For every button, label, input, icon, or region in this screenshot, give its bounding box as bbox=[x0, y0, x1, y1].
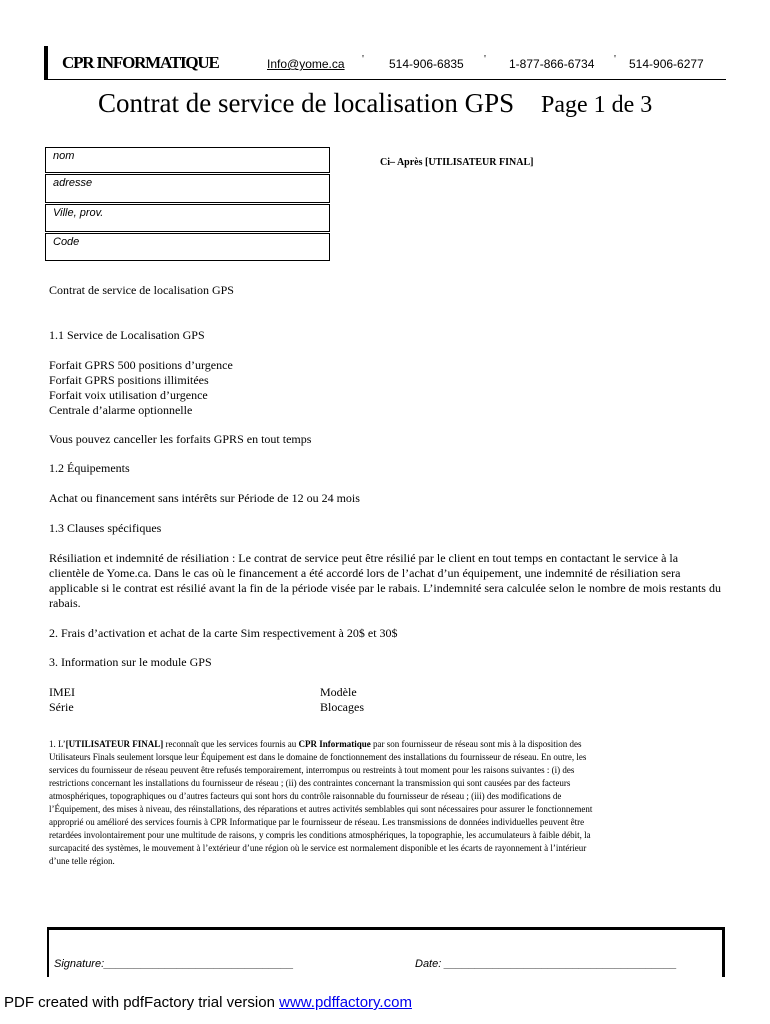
forfait-item: Centrale d’alarme optionnelle bbox=[49, 403, 193, 417]
gps-info-left bbox=[49, 685, 75, 715]
pdf-footer bbox=[4, 994, 412, 1011]
ville-field[interactable] bbox=[45, 204, 330, 232]
section-3: 3. Information sur le module GPS bbox=[49, 655, 212, 669]
signature-box-top bbox=[47, 927, 724, 930]
header-email[interactable]: Info@yome.ca bbox=[267, 57, 345, 71]
adresse-field[interactable] bbox=[45, 174, 330, 203]
achat-text: Achat ou financement sans intérêts sur Période de 12 ou 24 mois bbox=[49, 491, 360, 505]
footer-text: PDF created with pdfFactory trial version bbox=[4, 994, 280, 1011]
nom-field[interactable] bbox=[45, 147, 330, 173]
company-name: CPR INFORMATIQUE bbox=[62, 53, 219, 72]
signature-field[interactable]: Signature:_______________________________ bbox=[54, 958, 294, 970]
gps-info-right bbox=[320, 685, 364, 715]
adresse-label: adresse bbox=[53, 177, 93, 189]
document-title: Contrat de service de localisation GPS bbox=[98, 88, 515, 118]
code-field[interactable] bbox=[45, 233, 330, 261]
signature-box-left bbox=[47, 927, 49, 977]
header-separator: ' bbox=[614, 53, 616, 65]
footer-link[interactable]: www.pdffactory.com bbox=[279, 994, 412, 1011]
resiliation-paragraph: Résiliation et indemnité de résiliation : Le contrat de service peut être résilié par le client en tout temps en contactant le service à la clientèle de Yome.ca. Dans le cas où le financement a été accordé lors de l’achat d’un équipement, une indemnité de résiliation sera applicable si le contrat est résilié avant la fin de la période visée par le rabais. L’indemnité sera calculée selon le nombre de mois restants du rabais. bbox=[49, 551, 721, 610]
imei-label: IMEI bbox=[49, 685, 75, 699]
forfait-item: Forfait GPRS positions illimitées bbox=[49, 373, 209, 387]
section-title: Contrat de service de localisation GPS bbox=[49, 283, 234, 297]
page-number: Page 1 de 3 bbox=[541, 92, 653, 118]
heading-1-2: 1.2 Équipements bbox=[49, 461, 130, 475]
heading-1-3: 1.3 Clauses spécifiques bbox=[49, 521, 162, 535]
fine-print-paragraph bbox=[49, 738, 609, 868]
header-phone-2: 1-877-866-6734 bbox=[509, 57, 595, 71]
fine-text: 1. L’ bbox=[49, 739, 66, 749]
fine-bold-user: [UTILISATEUR FINAL] bbox=[65, 739, 164, 749]
header-separator: ' bbox=[484, 53, 486, 65]
fine-bold-company: CPR Informatique bbox=[298, 739, 371, 749]
fine-text: par son fournisseur de réseau sont mis à la disposition des Utilisateurs Finals seulement lorsque leur Équipement est dans le domaine de fonctionnement des installations du fournisseur de réseau. En outre, les services du fournisseur de réseau peuvent être refusés temporairement, interrompus ou restreints à tout moment pour les raisons suivantes : (i) des restrictions concernant les installations du fournisseur de réseau ; (ii) des contraintes concernant la transmission qui sont causées par des facteurs atmosphériques, topographiques ou d’autres facteurs qui sont hors du contrôle raisonnable du fournisseur de réseau ; (iii) des modifications de l’Équipement, des mises à niveau, des réinstallations, des réparations et autres activités semblables qui sont nécessaires pour assurer le fonctionnement approprié ou amélioré des services fournis à CPR Informatique par le fournisseur de réseau. Les transmissions de données individuelles peuvent être retardées involontairement pour une multitude de raisons, y compris les conditions atmosphériques, la topographie, les accumulateurs à faible débit, la surcapacité des systèmes, le mouvement à l’extérieur d’une région où le service est normalement disponible et les écarts de rayonnement à l’intérieur d’une telle région. bbox=[49, 739, 593, 866]
blocages-label: Blocages bbox=[320, 700, 364, 714]
forfait-list bbox=[49, 358, 233, 418]
header-bar bbox=[44, 46, 48, 80]
heading-1-1: 1.1 Service de Localisation GPS bbox=[49, 328, 205, 342]
cancel-note: Vous pouvez canceller les forfaits GPRS en tout temps bbox=[49, 432, 312, 446]
header-phone-3: 514-906-6277 bbox=[629, 57, 704, 71]
section-2: 2. Frais d’activation et achat de la carte Sim respectivement à 20$ et 30$ bbox=[49, 626, 398, 640]
header-phone-1: 514-906-6835 bbox=[389, 57, 464, 71]
forfait-item: Forfait voix utilisation d’urgence bbox=[49, 388, 208, 402]
code-label: Code bbox=[53, 236, 80, 248]
serie-label: Série bbox=[49, 700, 74, 714]
end-user-label: Ci– Après [UTILISATEUR FINAL] bbox=[380, 157, 534, 168]
modele-label: Modèle bbox=[320, 685, 357, 699]
ville-label: Ville, prov. bbox=[53, 207, 104, 219]
nom-label: nom bbox=[53, 150, 75, 162]
header-separator: ' bbox=[362, 53, 364, 65]
signature-box-right bbox=[722, 927, 725, 977]
date-field[interactable]: Date: ______________________________________ bbox=[415, 958, 677, 970]
header-rule bbox=[48, 79, 726, 80]
fine-text: reconnaît que les services fournis au bbox=[163, 739, 299, 749]
forfait-item: Forfait GPRS 500 positions d’urgence bbox=[49, 358, 233, 372]
